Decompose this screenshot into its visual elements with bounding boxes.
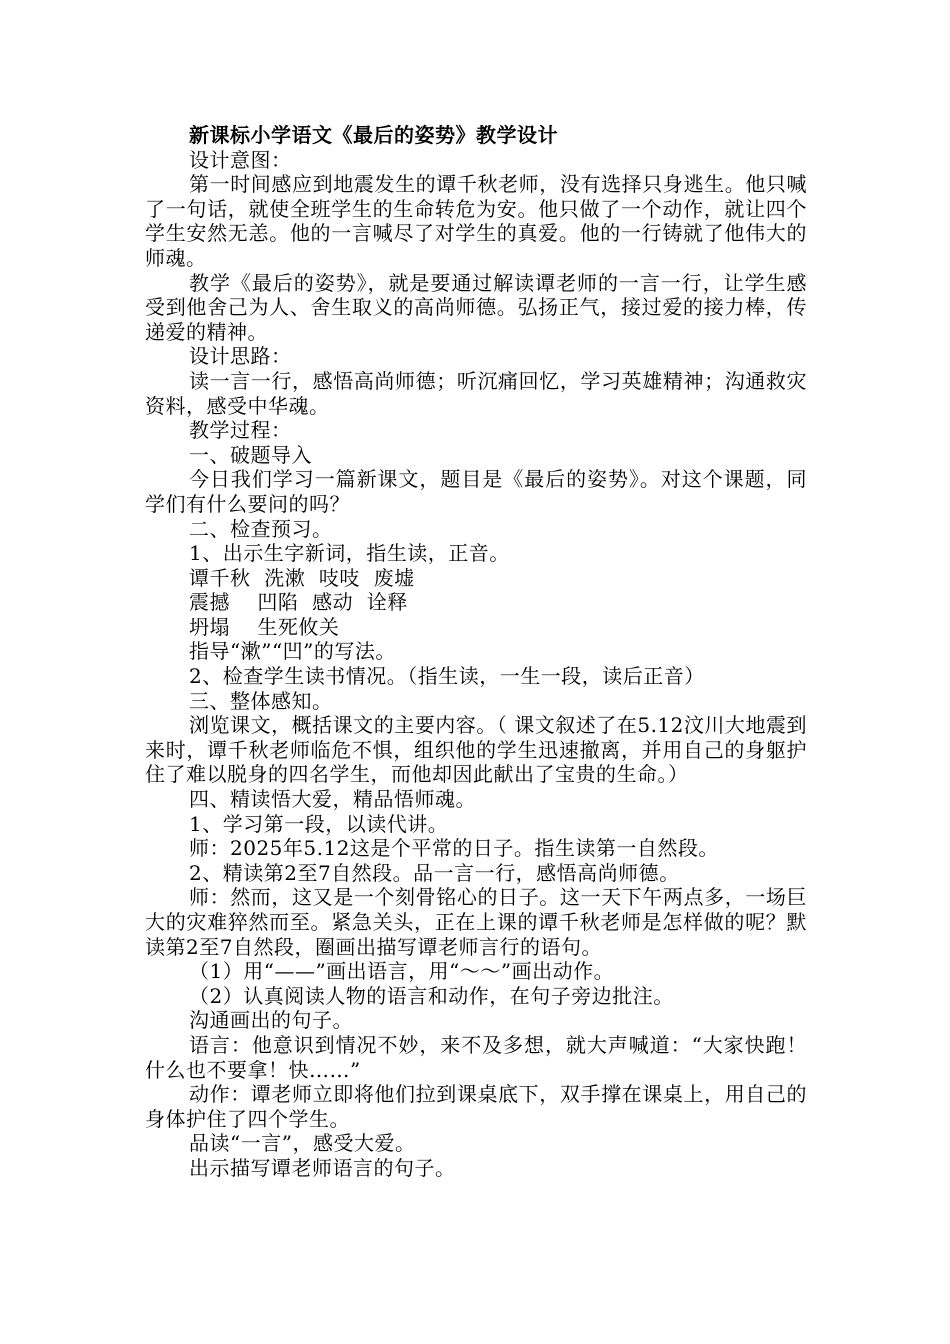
section-heading-design-intent: 设计意图： (189, 147, 292, 172)
paragraph: （2）认真阅读人物的语言和动作，在句子旁边批注。 (189, 983, 674, 1008)
step-heading: 二、检查预习。 (189, 516, 333, 541)
step-heading: 一、破题导入 (189, 442, 312, 467)
paragraph: 教学《最后的姿势》，就是要通过解读谭老师的一言一行，让学生感受到他舍己为人、舍生取义的高尚师德。弘扬正气，接过爱的接力棒，传递爱的精神。 (145, 270, 807, 344)
section-heading-teaching-process: 教学过程： (189, 418, 292, 443)
document-title: 新课标小学语文《最后的姿势》教学设计 (189, 123, 558, 147)
paragraph: 师：然而，这又是一个刻骨铭心的日子。这一天下午两点多，一场巨大的灾难猝然而至。紧急关头，正在上课的谭千秋老师是怎样做的呢？默读第2至7自然段，圈画出描写谭老师言行的语句。 (145, 885, 807, 959)
paragraph: 动作：谭老师立即将他们拉到课桌底下，双手撑在课桌上，用自己的身体护住了四个学生。 (145, 1082, 807, 1131)
vocabulary-line: 震撼 凹陷 感动 诠释 (189, 590, 408, 615)
paragraph: （1）用“——”画出语言，用“～～”画出动作。 (189, 959, 615, 984)
document-page (145, 123, 807, 1181)
paragraph: 出示描写谭老师语言的句子。 (189, 1155, 456, 1180)
paragraph: 2、精读第2至7自然段。品一言一行，感悟高尚师德。 (189, 860, 680, 885)
section-heading-design-approach: 设计思路： (189, 344, 292, 369)
step-heading: 三、整体感知。 (189, 688, 333, 713)
paragraph: 今日我们学习一篇新课文，题目是《最后的姿势》。对这个课题，同学们有什么要问的吗？ (145, 467, 807, 516)
paragraph: 语言：他意识到情况不妙，来不及多想，就大声喊道：“大家快跑！什么也不要拿！快……” (145, 1032, 807, 1082)
vocabulary-line: 坍塌 生死攸关 (189, 614, 340, 639)
step-heading: 四、精读悟大爱，精品悟师魂。 (189, 787, 476, 812)
paragraph: 读一言一行，感悟高尚师德；听沉痛回忆，学习英雄精神；沟通救灾资料，感受中华魂。 (145, 368, 807, 418)
paragraph: 指导“漱”“凹”的写法。 (189, 639, 396, 664)
paragraph: 1、学习第一段，以读代讲。 (189, 811, 449, 836)
paragraph: 1、出示生字新词，指生读，正音。 (189, 541, 510, 566)
paragraph: 沟通画出的句子。 (189, 1008, 353, 1033)
paragraph: 品读“一言”，感受大爱。 (189, 1131, 416, 1156)
paragraph: 2、检查学生读书情况。（指生读，一生一段，读后正音） (189, 664, 705, 689)
paragraph: 第一时间感应到地震发生的谭千秋老师，没有选择只身逃生。他只喊了一句话，就使全班学生的生命转危为安。他只做了一个动作，就让四个学生安然无恙。他的一言喊尽了对学生的真爱。他的一行铸就了他伟大的师魂。 (145, 172, 807, 270)
vocabulary-line: 谭千秋 洗漱 吱吱 废墟 (189, 565, 415, 590)
paragraph: 浏览课文，概括课文的主要内容。（ 课文叙述了在5.12汶川大地震到来时，谭千秋老师临危不惧，组织他的学生迅速撤离，并用自己的身躯护住了难以脱身的四名学生，而他却因此献出了宝贵的生命。） (145, 713, 807, 787)
paragraph: 师：2025年5.12这是个平常的日子。指生读第一自然段。 (189, 836, 719, 861)
